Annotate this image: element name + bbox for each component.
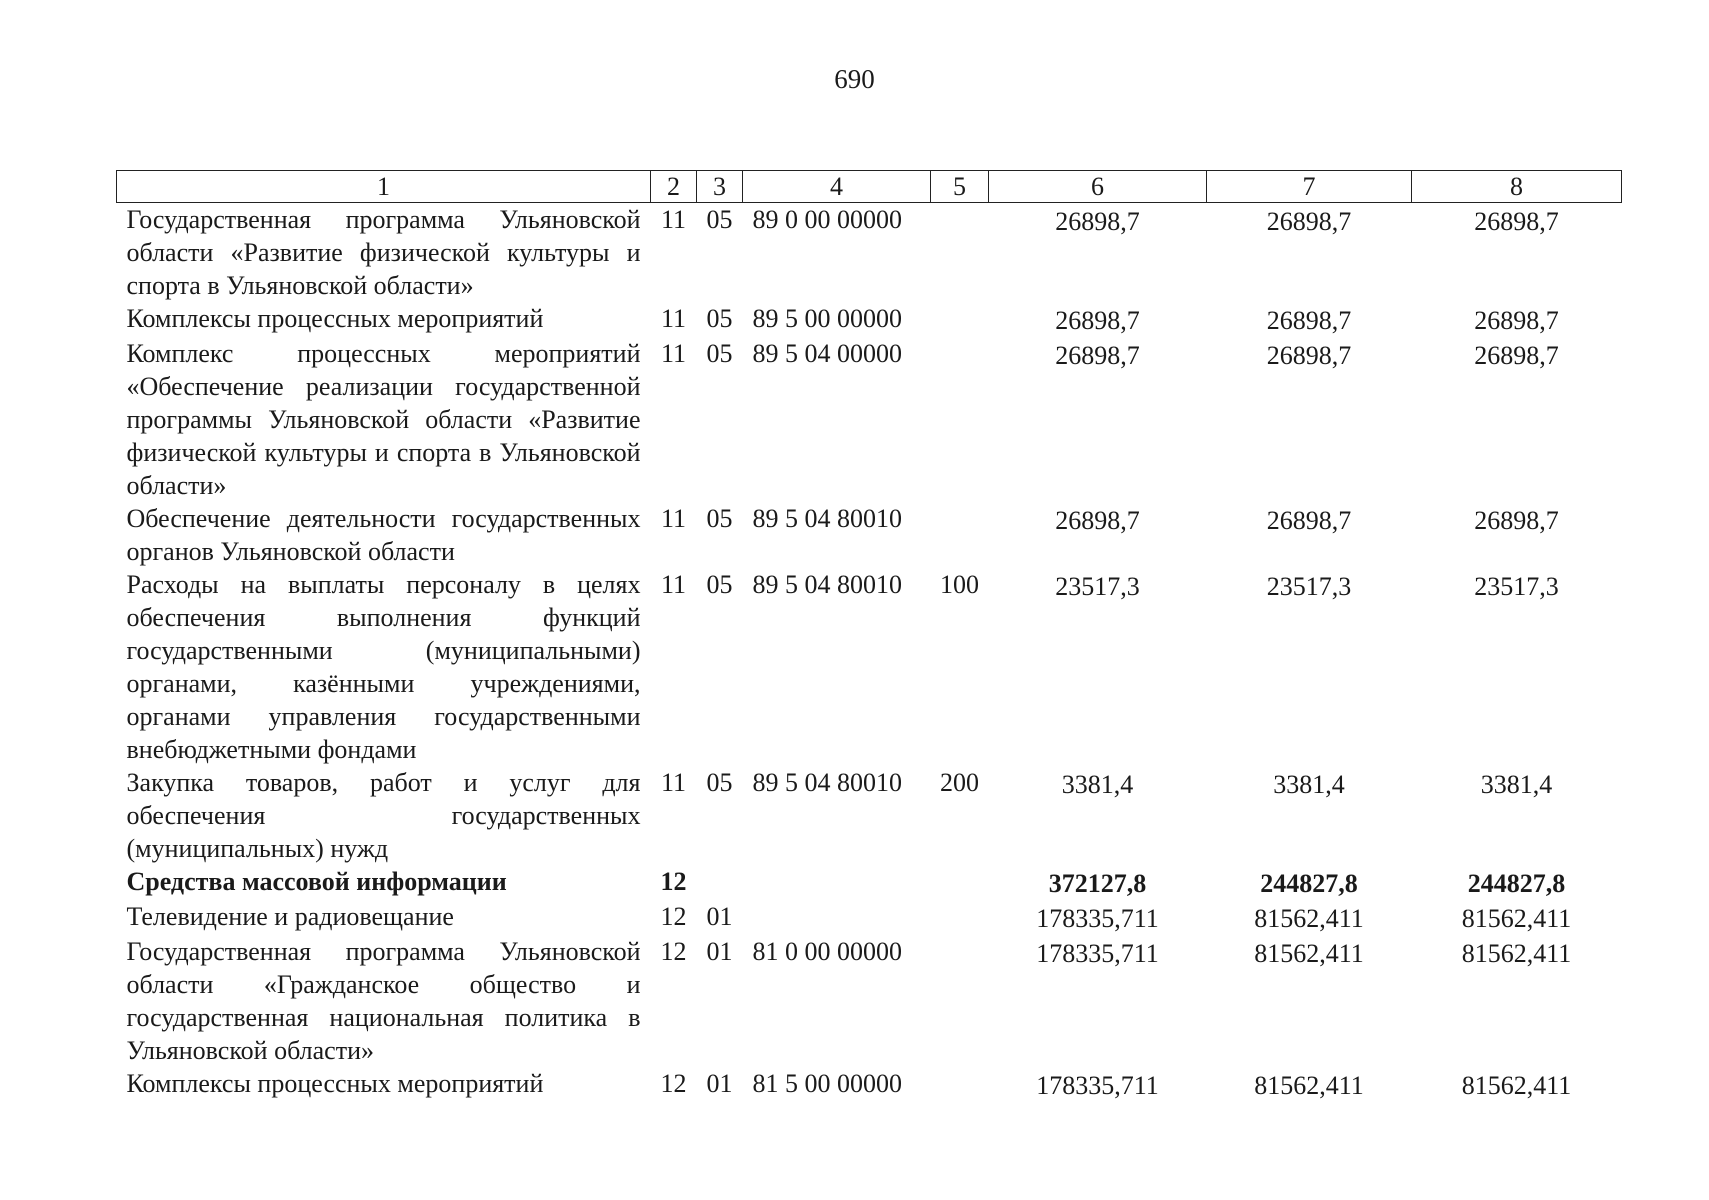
row-section-code: 12 — [660, 1069, 687, 1098]
row-value-col6: 372127,8 — [1048, 869, 1147, 898]
row-value-col7: 26898,7 — [1266, 506, 1352, 535]
row-value-col8: 23517,3 — [1474, 572, 1559, 601]
row-value-col8: 81562,411 — [1461, 904, 1572, 933]
row-name: Комплексы процессных мероприятий — [126, 1069, 544, 1098]
row-expense-type: 100 — [940, 570, 979, 599]
row-value-col6: 178335,711 — [1036, 939, 1159, 968]
table-row — [117, 766, 1622, 865]
row-value-col7: 244827,8 — [1260, 869, 1358, 898]
row-subsection-code: 01 — [706, 937, 733, 966]
header-col-3: 3 — [697, 171, 743, 203]
row-section-code: 11 — [660, 339, 687, 368]
row-target-article: 89 5 00 00000 — [752, 304, 902, 333]
row-subsection-code — [697, 865, 743, 900]
table-row — [117, 568, 1622, 766]
budget-table — [116, 170, 1622, 1102]
header-col-7: 7 — [1207, 171, 1412, 203]
row-name: Комплекс процессных мероприятий «Обеспечение реализации государственной программы Ульяновской области «Развитие физической культуры и спорта в Ульяновской области» — [126, 339, 641, 500]
row-value-col7: 23517,3 — [1266, 572, 1352, 601]
row-value-col8: 26898,7 — [1474, 341, 1559, 370]
row-value-col6: 26898,7 — [1055, 341, 1140, 370]
row-section-code: 12 — [660, 867, 687, 896]
row-value-col6: 3381,4 — [1061, 770, 1134, 799]
row-value-col7: 26898,7 — [1266, 306, 1352, 335]
header-col-2: 2 — [651, 171, 697, 203]
row-subsection-code: 05 — [706, 570, 733, 599]
header-col-1: 1 — [117, 171, 651, 203]
row-section-code: 11 — [660, 768, 687, 797]
row-target-article: 89 0 00 00000 — [752, 205, 902, 234]
row-name: Государственная программа Ульяновской области «Гражданское общество и государственная национальная политика в Ульяновской области» — [126, 937, 641, 1065]
row-section-code: 12 — [660, 902, 687, 931]
row-name: Комплексы процессных мероприятий — [126, 304, 544, 333]
row-value-col7: 81562,411 — [1254, 904, 1364, 933]
row-name: Расходы на выплаты персоналу в целях обеспечения выполнения функций государственными (муниципальными) органами, казёнными учреждениями, органами управления государственными внебюджетными фондами — [126, 570, 641, 764]
row-value-col7: 3381,4 — [1273, 770, 1345, 799]
row-value-col6: 26898,7 — [1055, 207, 1140, 236]
table-row — [117, 502, 1622, 568]
row-section-code: 11 — [660, 304, 687, 333]
row-value-col6: 26898,7 — [1055, 506, 1140, 535]
row-value-col8: 26898,7 — [1474, 306, 1559, 335]
page-number: 690 — [834, 64, 875, 94]
row-expense-type — [931, 203, 989, 303]
row-expense-type — [931, 935, 989, 1067]
row-value-col8: 244827,8 — [1467, 869, 1566, 898]
row-target-article: 81 0 00 00000 — [752, 937, 902, 966]
row-subsection-code: 05 — [706, 304, 733, 333]
table-row — [117, 900, 1622, 935]
row-value-col6: 178335,711 — [1036, 1071, 1159, 1100]
row-value-col7: 26898,7 — [1266, 207, 1352, 236]
row-value-col6: 23517,3 — [1055, 572, 1140, 601]
row-target-article: 89 5 04 80010 — [752, 504, 902, 533]
row-expense-type — [931, 900, 989, 935]
row-value-col7: 81562,411 — [1254, 1071, 1364, 1100]
row-expense-type — [931, 1067, 989, 1102]
row-target-article: 81 5 00 00000 — [752, 1069, 902, 1098]
row-expense-type — [931, 302, 989, 337]
table-body — [117, 203, 1622, 1103]
row-expense-type: 200 — [940, 768, 979, 797]
table-row — [117, 302, 1622, 337]
row-section-code: 12 — [660, 937, 687, 966]
row-value-col6: 178335,711 — [1036, 904, 1159, 933]
row-section-code: 11 — [660, 504, 687, 533]
row-value-col6: 26898,7 — [1055, 306, 1140, 335]
table-row — [117, 203, 1622, 303]
row-target-article: 89 5 04 00000 — [752, 339, 902, 368]
header-col-6: 6 — [989, 171, 1207, 203]
table-row — [117, 865, 1622, 900]
row-value-col8: 3381,4 — [1480, 770, 1553, 799]
row-value-col8: 26898,7 — [1474, 207, 1559, 236]
row-value-col7: 81562,411 — [1254, 939, 1364, 968]
row-subsection-code: 05 — [706, 768, 733, 797]
row-target-article: 89 5 04 80010 — [752, 768, 902, 797]
row-subsection-code: 05 — [706, 339, 733, 368]
row-value-col7: 26898,7 — [1266, 341, 1352, 370]
row-subsection-code: 01 — [706, 902, 733, 931]
row-expense-type — [931, 337, 989, 502]
header-col-4: 4 — [743, 171, 931, 203]
row-subsection-code: 05 — [706, 205, 733, 234]
header-col-5: 5 — [931, 171, 989, 203]
row-expense-type — [931, 865, 989, 900]
row-section-code: 11 — [660, 570, 687, 599]
table-row — [117, 935, 1622, 1067]
row-value-col8: 81562,411 — [1461, 939, 1572, 968]
row-target-article — [743, 900, 931, 935]
row-name: Закупка товаров, работ и услуг для обеспечения государственных (муниципальных) нужд — [126, 768, 641, 863]
table-row — [117, 337, 1622, 502]
header-col-8: 8 — [1412, 171, 1622, 203]
table-row — [117, 1067, 1622, 1102]
row-name: Средства массовой информации — [126, 867, 507, 896]
table-header — [117, 171, 1622, 203]
row-name: Телевидение и радиовещание — [126, 902, 454, 931]
header-row — [117, 171, 1622, 203]
row-section-code: 11 — [660, 205, 687, 234]
row-target-article — [743, 865, 931, 900]
row-name: Обеспечение деятельности государственных органов Ульяновской области — [126, 504, 641, 566]
row-expense-type — [931, 502, 989, 568]
row-target-article: 89 5 04 80010 — [752, 570, 902, 599]
row-subsection-code: 01 — [706, 1069, 733, 1098]
row-name: Государственная программа Ульяновской области «Развитие физической культуры и спорта в Ульяновской области» — [126, 205, 641, 300]
row-value-col8: 26898,7 — [1474, 506, 1559, 535]
row-subsection-code: 05 — [706, 504, 733, 533]
row-value-col8: 81562,411 — [1461, 1071, 1572, 1100]
